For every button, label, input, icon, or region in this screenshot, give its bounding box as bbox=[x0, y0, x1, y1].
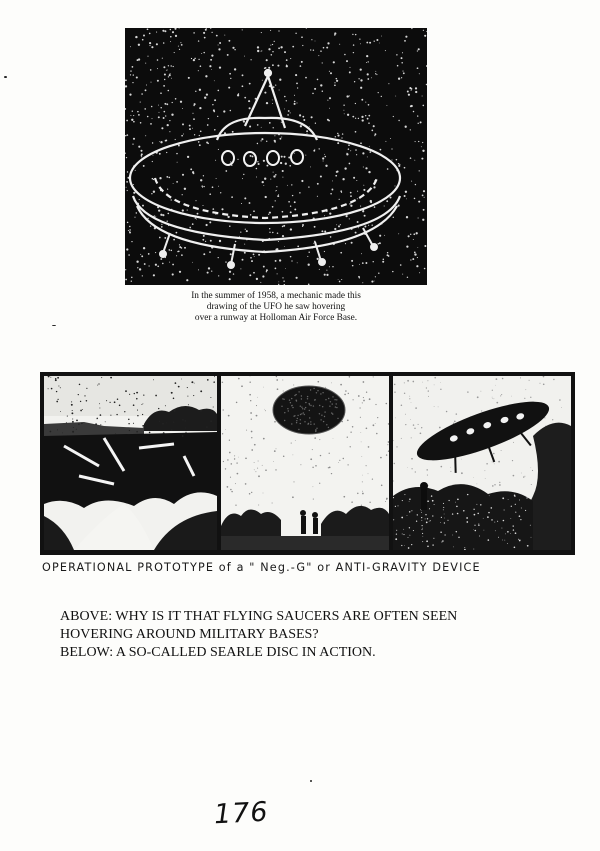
ufo-drawing-illustration bbox=[125, 28, 427, 285]
body-text-line: BELOW: A SO-CALLED SEARLE DISC IN ACTION. bbox=[60, 645, 376, 660]
saucer-landing-photo bbox=[393, 376, 571, 550]
saucer-in-sky-photo bbox=[221, 376, 389, 550]
panel-crash-site bbox=[44, 376, 217, 550]
panel-saucer-landing bbox=[393, 376, 571, 550]
photocopy-speck bbox=[310, 780, 312, 782]
prototype-photo-strip bbox=[40, 372, 575, 555]
photocopy-speck bbox=[4, 76, 7, 78]
body-text bbox=[60, 608, 580, 662]
body-text-line: ABOVE: WHY IS IT THAT FLYING SAUCERS ARE OFTEN SEEN bbox=[60, 609, 458, 624]
crash-site-photo bbox=[44, 376, 217, 550]
body-text-line: HOVERING AROUND MILITARY BASES? bbox=[60, 627, 319, 642]
caption-line: over a runway at Holloman Air Force Base. bbox=[194, 313, 358, 323]
caption-line: In the summer of 1958, a mechanic made this bbox=[191, 291, 361, 301]
panel-saucer-in-sky bbox=[221, 376, 389, 550]
photocopy-speck bbox=[52, 325, 56, 326]
ufo-drawing-photo bbox=[125, 28, 427, 285]
caption-line: drawing of the UFO he saw hovering bbox=[206, 302, 346, 312]
ufo-drawing-caption bbox=[125, 291, 427, 324]
handwritten-page-number: 176 bbox=[213, 796, 270, 831]
prototype-strip-caption: OPERATIONAL PROTOTYPE of a " Neg.-G" or ANTI-GRAVITY DEVICE bbox=[42, 561, 481, 574]
